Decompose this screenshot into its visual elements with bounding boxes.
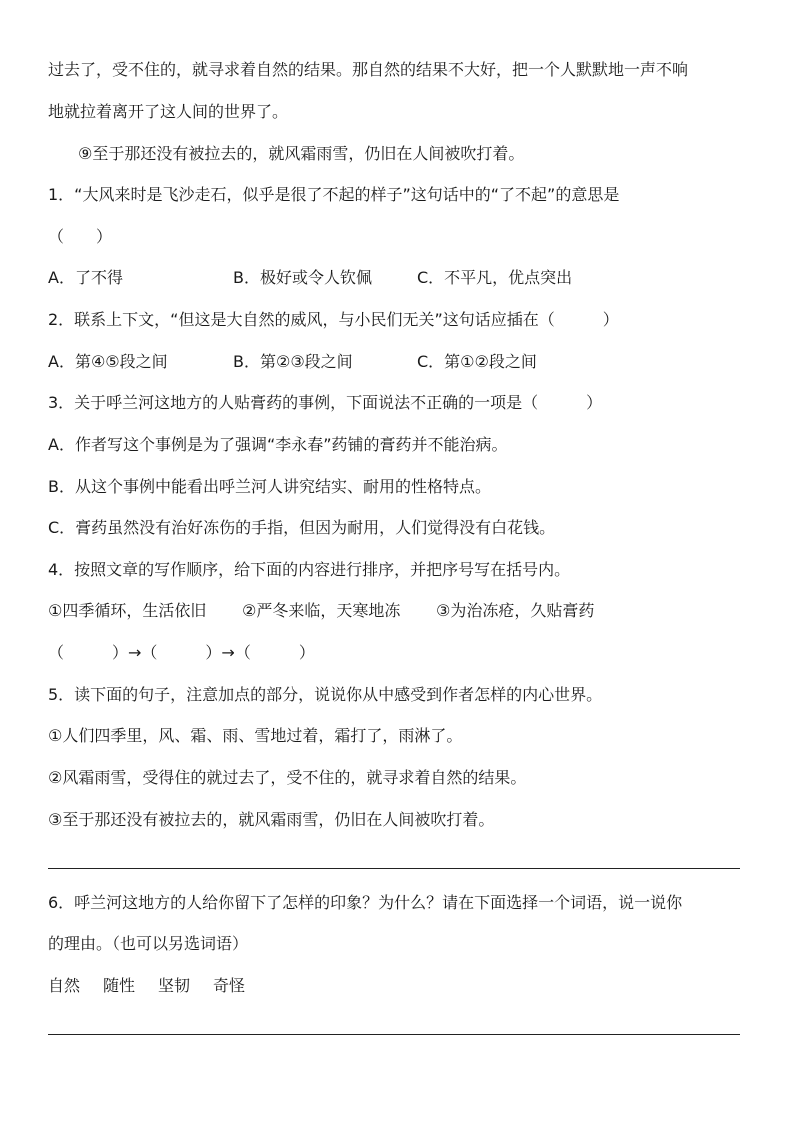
sequence-item-2: ②严冬来临，天寒地冻 [242,601,401,620]
question-4: 4．按照文章的写作顺序，给下面的内容进行排序，并把序号写在括号内。 [48,560,571,579]
word-option: 奇怪 [213,976,246,995]
sequence-item-3: ③为治冻疮，久贴膏药 [436,601,595,620]
passage-line: 地就拉着离开了这人间的世界了。 [48,102,289,121]
question-6: 6．呼兰河这地方的人给你留下了怎样的印象？为什么？请在下面选择一个词语，说一说你 [48,893,683,912]
passage-paragraph-9: ⑨至于那还没有被拉去的，就风霜雨雪，仍旧在人间被吹打着。 [78,144,525,163]
question-3: 3．关于呼兰河这地方的人贴膏药的事例，下面说法不正确的一项是（ ） [48,393,603,412]
sentence-2: ②风霜雨雪，受得住的就过去了，受不住的，就寻求着自然的结果。 [48,768,527,787]
sequence-item-1: ①四季循环，生活依旧 [48,601,207,620]
option-a: A．了不得 [48,268,123,287]
question-2: 2．联系上下文，“但这是大自然的威风，与小民们无关”这句话应插在（ ） [48,310,619,329]
option-a: A．第④⑤段之间 [48,352,168,371]
word-option: 坚韧 [158,976,191,995]
option-b: B．极好或令人钦佩 [233,268,372,287]
option-c: C．不平凡，优点突出 [417,268,573,287]
question-5: 5．读下面的句子，注意加点的部分，说说你从中感受到作者怎样的内心世界。 [48,685,603,704]
question-1: 1．“大风来时是飞沙走石，似乎是很了不起的样子”这句话中的“了不起”的意思是 [48,185,620,204]
sentence-1: ①人们四季里，风、霜、雨、雪地过着，霜打了，雨淋了。 [48,726,463,745]
option-b: B．第②③段之间 [233,352,353,371]
option-c: C．第①②段之间 [417,352,537,371]
sequence-answer-brackets: （ ）→（ ）→（ ） [48,643,315,662]
answer-line [48,1034,740,1035]
answer-bracket: （ ） [48,227,113,246]
option-c: C．膏药虽然没有治好冻伤的手指，但因为耐用，人们觉得没有白花钱。 [48,518,556,537]
passage-line: 过去了，受不住的，就寻求着自然的结果。那自然的结果不大好，把一个人默默地一声不响 [48,60,689,79]
question-6-continued: 的理由。（也可以另选词语） [48,934,249,953]
option-b: B．从这个事例中能看出呼兰河人讲究结实、耐用的性格特点。 [48,477,491,496]
word-option: 自然 [48,976,81,995]
word-option: 随性 [103,976,136,995]
answer-line [48,868,740,869]
sentence-3: ③至于那还没有被拉去的，就风霜雨雪，仍旧在人间被吹打着。 [48,810,495,829]
option-a: A．作者写这个事例是为了强调“李永春”药铺的膏药并不能治病。 [48,435,508,454]
